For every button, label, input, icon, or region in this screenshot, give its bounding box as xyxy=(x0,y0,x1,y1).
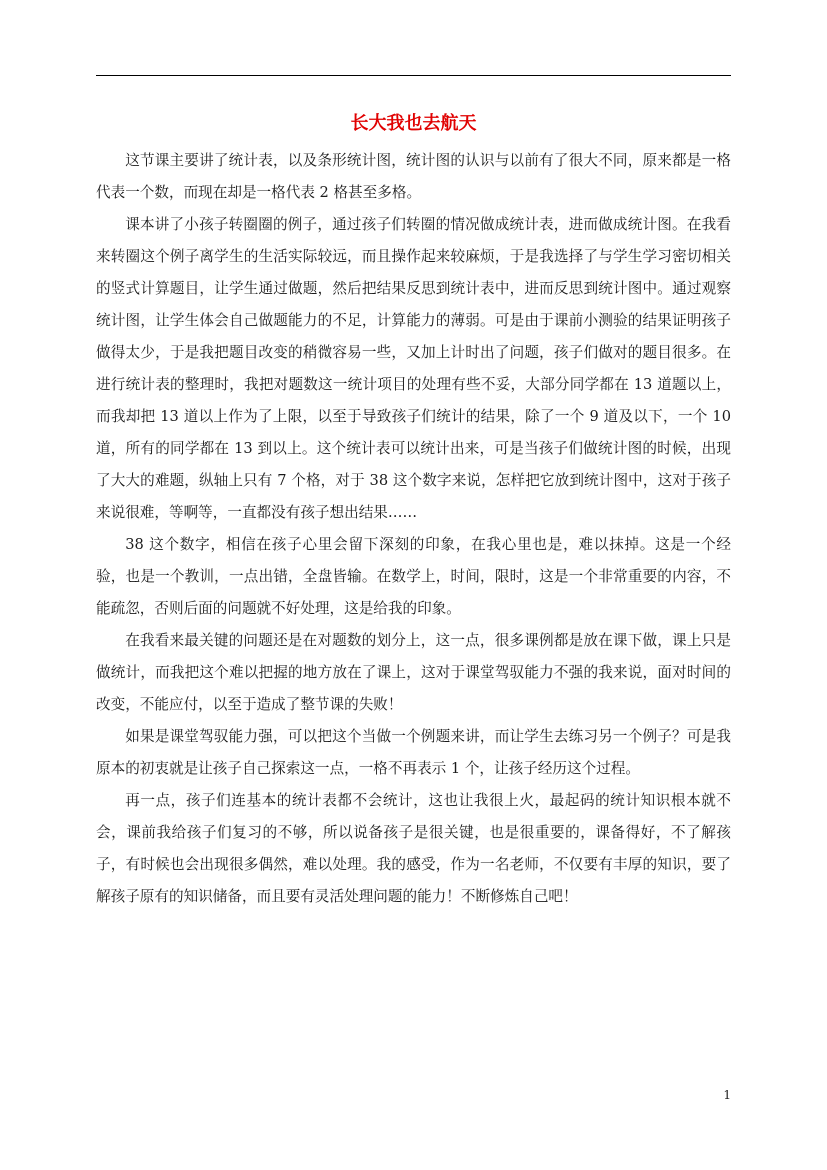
paragraph-1: 这节课主要讲了统计表，以及条形统计图，统计图的认识与以前有了很大不同，原来都是一格代表一个数，而现在却是一格代表 2 格甚至多格。 xyxy=(96,152,731,201)
paragraph-2: 课本讲了小孩子转圈圈的例子，通过孩子们转圈的情况做成统计表，进而做成统计图。在我看来转圈这个例子离学生的生活实际较远，而且操作起来较麻烦，于是我选择了与学生学习密切相关的竖式计算题目，让学生通过做题，然后把结果反思到统计表中，进而反思到统计图中。通过观察统计图，让学生体会自己做题能力的不足，计算能力的薄弱。可是由于课前小测验的结果证明孩子做得太少，于是我把题目改变的稍微容易一些，又加上计时出了问题，孩子们做对的题目很多。在进行统计表的整理时，我把对题数这一统计项目的处理有些不妥，大部分同学都在 13 道题以上，而我却把 13 道以上作为了上限，以至于导致孩子们统计的结果，除了一个 9 道及以下，一个 10 道，所有的同学都在 13 到以上。这个统计表可以统计出来，可是当孩子们做统计图的时候，出现了大大的难题，纵轴上只有 7 个格，对于 38 这个数字来说，怎样把它放到统计图中，这对于孩子来说很难，等啊等，一直都没有孩子想出结果…… xyxy=(96,216,731,521)
paragraph-3: 38 这个数字，相信在孩子心里会留下深刻的印象，在我心里也是，难以抹掉。这是一个经验，也是一个教训，一点出错，全盘皆输。在数学上，时间，限时，这是一个非常重要的内容，不能疏忽，否则后面的问题就不好处理，这是给我的印象。 xyxy=(96,536,731,617)
paragraph-5: 如果是课堂驾驭能力强，可以把这个当做一个例题来讲，而让学生去练习另一个例子？可是我原本的初衷就是让孩子自己探索这一点，一格不再表示 1 个，让孩子经历这个过程。 xyxy=(96,728,731,777)
paragraph-4: 在我看来最关键的问题还是在对题数的划分上，这一点，很多课例都是放在课下做，课上只是做统计，而我把这个难以把握的地方放在了课上，这对于课堂驾驭能力不强的我来说，面对时间的改变，不能应付，以至于造成了整节课的失败！ xyxy=(96,632,731,713)
header-rule xyxy=(96,75,731,76)
document-body xyxy=(96,145,731,913)
document-title: 长大我也去航天 xyxy=(350,113,477,134)
paragraph-6: 再一点，孩子们连基本的统计表都不会统计，这也让我很上火，最起码的统计知识根本就不会，课前我给孩子们复习的不够，所以说备孩子是很关键，也是很重要的，课备得好，不了解孩子，有时候也会出现很多偶然，难以处理。我的感受，作为一名老师，不仅要有丰厚的知识，要了解孩子原有的知识储备，而且要有灵活处理问题的能力！不断修炼自己吧！ xyxy=(96,792,731,905)
page-number: 1 xyxy=(723,1088,731,1102)
